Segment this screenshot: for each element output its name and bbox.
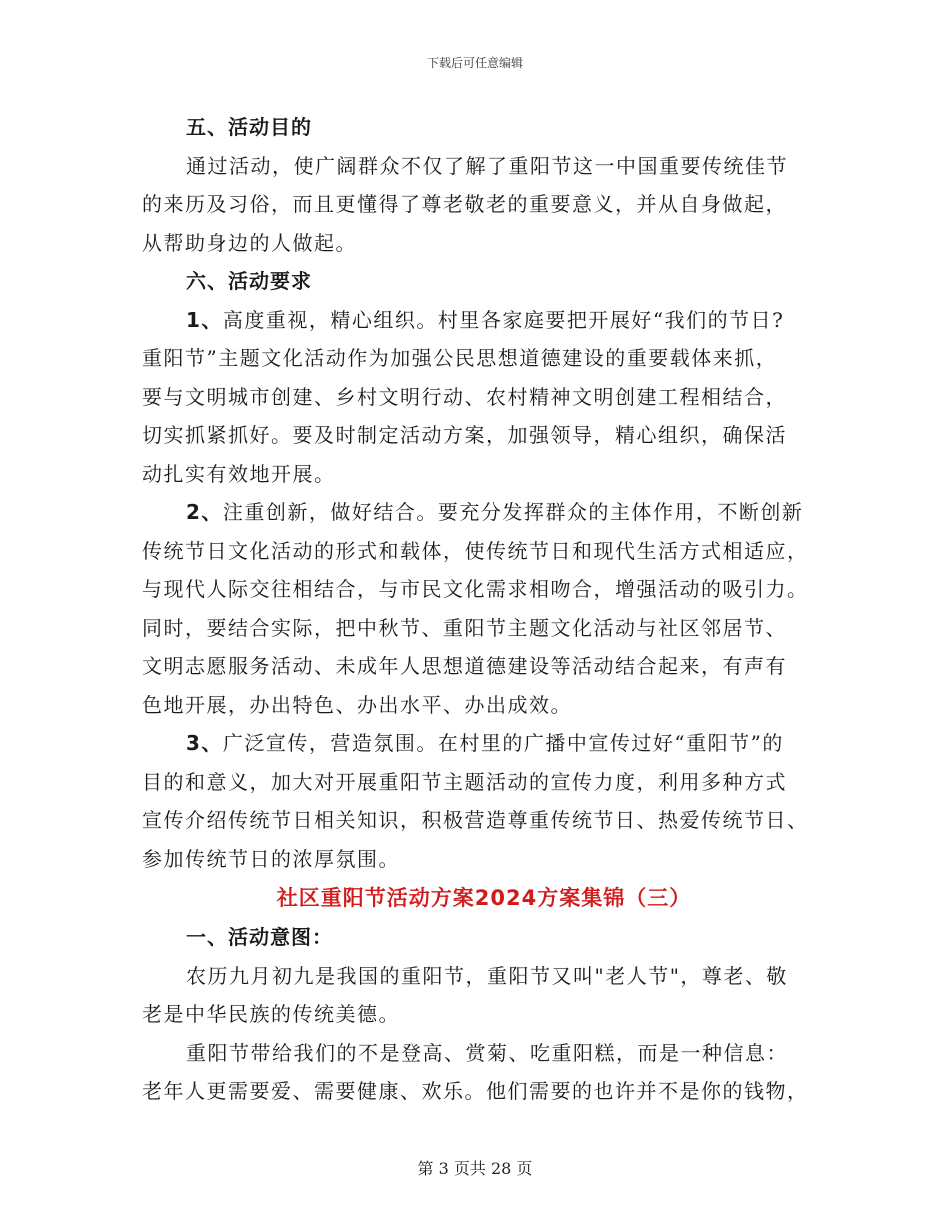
paragraph-line: 与现代人际交往相结合，与市民文化需求相吻合，增强活动的吸引力。 bbox=[142, 577, 809, 601]
requirement-text: 广泛宣传，营造氛围。在村里的广播中宣传过好“重阳节”的 bbox=[222, 731, 784, 755]
paragraph-line: 宣传介绍传统节日相关知识，积极营造尊重传统节日、热爱传统节日、 bbox=[142, 808, 809, 832]
paragraph-line: 要与文明城市创建、乡村文明行动、农村精神文明创建工程相结合， bbox=[142, 384, 787, 409]
requirement-text: 高度重视，精心组织。村里各家庭要把开展好“我们的节日? bbox=[222, 307, 785, 332]
paragraph-line: 老是中华民族的传统美德。 bbox=[142, 1002, 400, 1026]
requirement-number: 3、 bbox=[186, 731, 223, 755]
requirement-2-first-line bbox=[142, 493, 812, 532]
plan-title: 社区重阳节活动方案2024方案集锦（三） bbox=[276, 886, 692, 910]
requirement-1-first-line bbox=[142, 301, 812, 340]
requirement-number: 1、 bbox=[186, 307, 223, 332]
paragraph-line: 传统节日文化活动的形式和载体，使传统节日和现代生活方式相适应， bbox=[142, 538, 809, 563]
paragraph-line: 目的和意义，加大对开展重阳节主题活动的宣传力度，利用多种方式 bbox=[142, 769, 787, 794]
paragraph-line: 同时，要结合实际，把中秋节、重阳节主题文化活动与社区邻居节、 bbox=[142, 615, 787, 640]
requirement-number: 2、 bbox=[186, 500, 223, 524]
requirement-3-first-line bbox=[142, 724, 812, 763]
section-heading-requirements: 六、活动要求 bbox=[186, 269, 312, 293]
paragraph-line: 色地开展，办出特色、办出水平、办出成效。 bbox=[142, 692, 572, 717]
requirement-text: 注重创新，做好结合。要充分发挥群众的主体作用，不断创新 bbox=[222, 500, 804, 524]
section-heading-purpose: 五、活动目的 bbox=[186, 115, 312, 139]
paragraph-line: 农历九月初九是我国的重阳节，重阳节又叫"老人节"，尊老、敬 bbox=[186, 963, 788, 988]
paragraph-line: 文明志愿服务活动、未成年人思想道德建设等活动结合起来，有声有 bbox=[142, 654, 787, 678]
paragraph-line: 老年人更需要爱、需要健康、欢乐。他们需要的也许并不是你的钱物， bbox=[142, 1079, 809, 1103]
paragraph-line: 的来历及习俗，而且更懂得了尊老敬老的重要意义，并从自身做起， bbox=[142, 192, 787, 216]
paragraph-line: 重阳节”主题文化活动作为加强公民思想道德建设的重要载体来抓， bbox=[142, 346, 778, 370]
document-body bbox=[142, 108, 812, 1111]
page-footer: 第 3 页共 28 页 bbox=[417, 1159, 533, 1178]
section-heading-intent: 一、活动意图： bbox=[186, 925, 333, 949]
paragraph-line: 动扎实有效地开展。 bbox=[142, 461, 336, 486]
paragraph-line: 参加传统节日的浓厚氛围。 bbox=[142, 846, 400, 871]
paragraph-line: 重阳节带给我们的不是登高、赏菊、吃重阳糕，而是一种信息： bbox=[186, 1040, 788, 1065]
paragraph-line: 切实抓紧抓好。要及时制定活动方案，加强领导，精心组织，确保活 bbox=[142, 423, 787, 447]
paragraph-line: 从帮助身边的人做起。 bbox=[142, 230, 357, 255]
header-note: 下载后可任意编辑 bbox=[426, 56, 523, 70]
paragraph-line: 通过活动，使广阔群众不仅了解了重阳节这一中国重要传统佳节 bbox=[186, 153, 788, 178]
